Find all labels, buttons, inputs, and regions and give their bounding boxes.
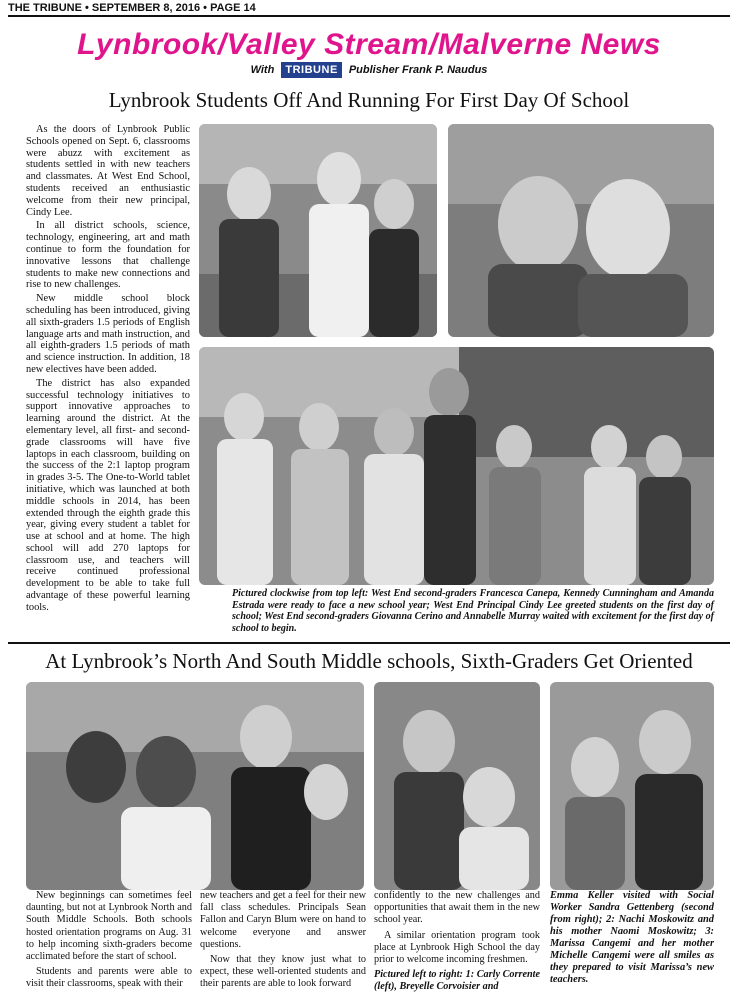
story2-caption-start: Pictured left to right: 1: Carly Corrente (left), Breyelle Corvoisier and (374, 969, 540, 993)
story1-paragraph: As the doors of Lynbrook Public Schools opened on Sept. 6, classrooms were abuzz with excitement as students settled in with new teachers and classmates. At West End School, students received an enthusiastic welcome from their new principal, Cindy Lee. (26, 124, 190, 218)
section-divider (8, 642, 730, 644)
story2-paragraph: Now that they know just what to expect, these well-oriented students and their parents are able to look forward (200, 954, 366, 990)
story2-paragraph: confidently to the new challenges and opportunities that await them in the new school year. (374, 890, 540, 926)
photo-students-group (199, 347, 714, 585)
story2-paragraph: A similar orientation program took place at Lynbrook High School the day prior to welcome incoming freshmen. (374, 929, 540, 966)
story1-paragraph: In all district schools, science, technology, engineering, art and math continue to form the foundation for innovative lessons that challenge students to make new connections and rise to new challenges. (26, 220, 190, 291)
with-label: With (250, 64, 275, 76)
photo-three-girls (199, 124, 437, 337)
tribune-logo: TRIBUNE (281, 62, 341, 78)
page-folio: THE TRIBUNE • SEPTEMBER 8, 2016 • PAGE 14 (8, 1, 730, 17)
story1-caption: Pictured clockwise from top left: West End second-graders Francesca Canepa, Kennedy Cunningham and Amanda Estrada were ready to face a new school year; West End Principal Cindy Lee greeted students on the first day of school; West End second-graders Giovanna Cerino and Annabelle Murray waited with excitement for the first day of school to begin. (232, 588, 714, 634)
masthead-title: Lynbrook/Valley Stream/Malverne News (77, 28, 661, 61)
story2-paragraph: New beginnings can sometimes feel daunting, but not at Lynbrook North and South Middle Schools. Both schools hosted orientation programs on Aug. 31 to help incoming sixth-graders become acclimated before the start of school. (26, 890, 192, 963)
story2-caption: Emma Keller visited with Social Worker Sandra Gettenberg (second from right); 2: Nachi Moskowitz and his mother Naomi Moskowitz; 3: Marissa Cangemi and her mother Michelle Cangemi were all smiles as they prepared to visit Marissa’s new teachers. (550, 890, 714, 985)
story2-column-2 (200, 890, 366, 994)
photo-mother-and-son (374, 682, 540, 890)
publisher-credit: Publisher Frank P. Naudus (348, 64, 488, 76)
story1-body (26, 124, 190, 616)
story1-paragraph: The district has also expanded successful technology initiatives to support innovative approaches to learning around the district. At the elementary level, all first- and second-grade classrooms will have five laptops in each classroom, building on the success of the 2:1 laptop program in grades 3-5. The One-to-World tablet initiative, which was launched at both middle schools in 2014, has been extended through the eighth grade this year, giving every student a tablet for use at school and at home. The high school will add 270 laptops for classroom use, and teachers will receive continued professional development to be able to take full advantage of these powerful learning tools. (26, 377, 190, 613)
masthead-subtitle (0, 62, 738, 78)
photo-principal-greeting (448, 124, 714, 337)
story2-column-3 (374, 890, 540, 997)
story1-headline: Lynbrook Students Off And Running For First Day Of School (108, 88, 630, 112)
photo-orientation-group (26, 682, 364, 890)
story1-paragraph: New middle school block scheduling has been introduced, giving all sixth-graders 1.5 periods of English language arts and math instruction, and all eighth-graders 1.5 periods of math and science instruction. In addition, 18 new electives have been added. (26, 293, 190, 375)
story2-column-1 (26, 890, 192, 994)
story2-headline: At Lynbrook’s North And South Middle schools, Sixth-Graders Get Oriented (45, 649, 693, 673)
story2-paragraph: new teachers and get a feel for their new fall class schedules. Principals Sean Fallon and Caryn Blum were on hand to welcome everyone and answer questions. (200, 890, 366, 950)
photo-daughter-and-mother (550, 682, 714, 890)
story2-paragraph: Students and parents were able to visit their classrooms, speak with their (26, 966, 192, 990)
